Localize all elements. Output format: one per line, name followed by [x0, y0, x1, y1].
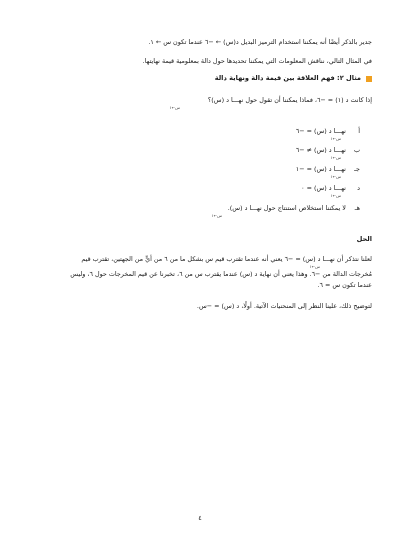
option-c-subscript: س←١	[330, 174, 341, 179]
solution-line-1: لعلنا نتذكر أن نهـــا د (س) = −٦ يعني أنه عندما تقترب قيم س بشكل ما من ٦ من أيٍّ من الجهتين، تقترب قيم	[81, 255, 372, 263]
orange-square-icon	[366, 76, 372, 82]
option-d-letter: د	[357, 184, 360, 192]
page-number: ٤	[198, 514, 202, 522]
option-c-text: نهـــا د (س) = −١	[295, 165, 346, 173]
option-a-subscript: س←١	[330, 136, 341, 141]
intro-paragraph: في المثال التالي، نناقش المعلومات التي يمكننا تحديدها حول دالة بمعلومية قيمة نهايتها.	[142, 57, 372, 65]
question-limit-subscript: س←١	[169, 105, 180, 110]
option-e-subscript: س←١	[211, 213, 222, 218]
solution-line-4: لتوضيح ذلك، علينا النظر إلى المنحنيات الآتية. أولًا، د (س) = −س.	[196, 302, 372, 310]
option-c	[40, 165, 360, 173]
option-e	[40, 204, 360, 212]
option-b-text: نهـــا د (س) ≠ −٦	[295, 146, 346, 154]
option-a	[40, 127, 360, 135]
solution-line-3: عندما تكون س = ٦.	[317, 281, 372, 289]
option-a-letter: أ	[358, 127, 360, 135]
option-b	[40, 146, 360, 154]
option-e-text: لا يمكننا استخلاص استنتاج حول نهـــا د (س).	[227, 204, 346, 212]
solution-heading: الحل	[356, 235, 372, 243]
option-d-subscript: س←١	[330, 193, 341, 198]
intro-line: جدير بالذكر أيضًا أنه يمكننا استخدام الترميز البديل د(س) ← −٦ عندما تكون س ← ١.	[148, 38, 372, 46]
option-b-subscript: س←١	[330, 155, 341, 160]
option-c-letter: جـ	[354, 165, 360, 173]
solution-line-1-subscript: س←١	[309, 264, 320, 269]
example-question: إذا كانت د (١) = −٦، فماذا يمكننا أن تقول حول نهـــا د (س)؟	[207, 96, 372, 104]
option-d-text: نهـــا د (س) = ٠	[301, 184, 346, 192]
solution-line-2: مُخرجات الدالة من −٦. وهذا يعني أن نهاية د (س) عندما يقترب س من ٦، تخبرنا عن قيم المخرجات حول ٦، وليس	[70, 270, 372, 278]
example-title-row	[28, 74, 372, 83]
example-title: مثال ٢: فهم العلاقة بين قيمة دالة ونهاية دالة	[214, 74, 361, 82]
option-d	[40, 184, 360, 192]
option-b-letter: ب	[353, 146, 360, 154]
option-e-letter: هـ	[354, 204, 360, 212]
option-a-text: نهـــا د (س) = −٦	[295, 127, 346, 135]
